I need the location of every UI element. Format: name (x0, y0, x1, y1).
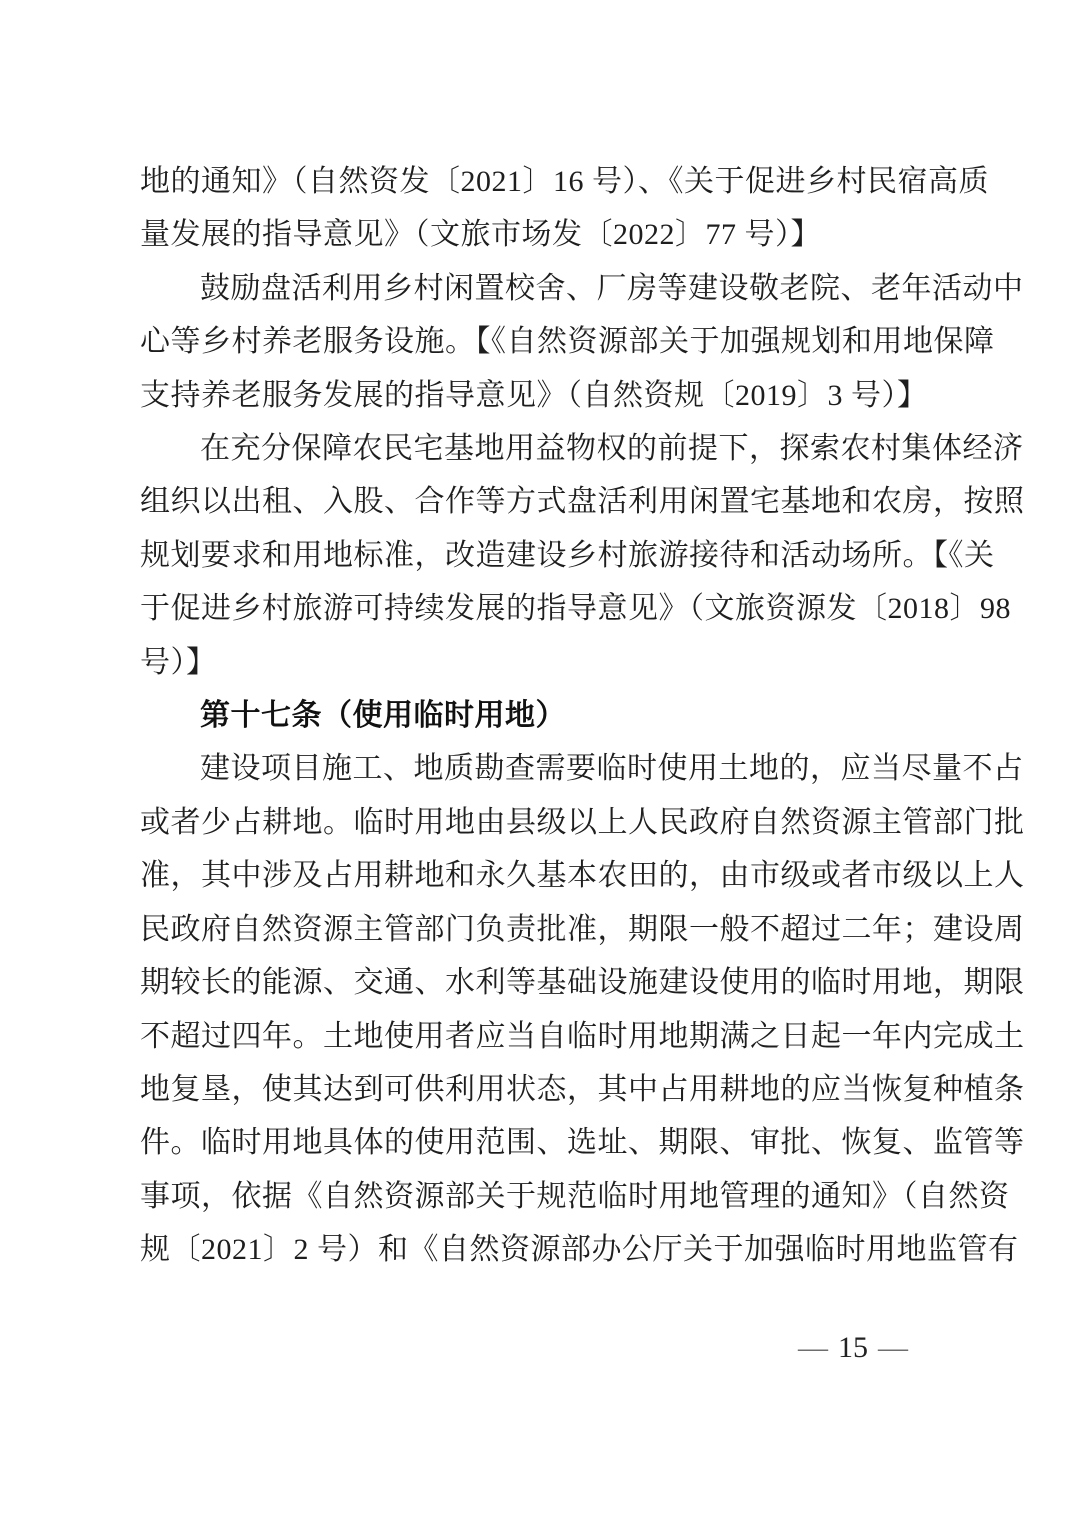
text-line: 支持养老服务发展的指导意见》（自然资规〔2019〕3 号）】 (140, 378, 928, 412)
text-line: 或者少占耕地。临时用地由县级以上人民政府自然资源主管部门批 (140, 805, 1025, 839)
text-line: 鼓励盘活利用乡村闲置校舍、厂房等建设敬老院、老年活动中 (200, 271, 1024, 305)
page-number-value: 15 (838, 1331, 868, 1364)
text-line: 民政府自然资源主管部门负责批准，期限一般不超过二年；建设周 (140, 912, 1025, 946)
page-number-left-dash: — (798, 1331, 828, 1364)
section-heading: 第十七条（使用临时用地） (200, 699, 566, 733)
text-line: 量发展的指导意见》（文旅市场发〔2022〕77 号）】 (140, 218, 821, 252)
text-line: 件。临时用地具体的使用范围、选址、期限、审批、恢复、监管等 (140, 1126, 1025, 1160)
text-line: 规〔2021〕2 号）和《自然资源部办公厅关于加强临时用地监管有 (140, 1233, 1019, 1267)
text-line: 不超过四年。土地使用者应当自临时用地期满之日起一年内完成土 (140, 1019, 1025, 1053)
text-line: 地复垦，使其达到可供利用状态，其中占用耕地的应当恢复种植条 (140, 1072, 1025, 1106)
text-line: 组织以出租、入股、合作等方式盘活利用闲置宅基地和农房，按照 (140, 485, 1025, 519)
text-line: 在充分保障农民宅基地用益物权的前提下，探索农村集体经济 (200, 432, 1024, 466)
text-line: 准，其中涉及占用耕地和永久基本农田的，由市级或者市级以上人 (140, 859, 1025, 893)
text-line: 建设项目施工、地质勘查需要临时使用土地的，应当尽量不占 (200, 752, 1024, 786)
text-line: 于促进乡村旅游可持续发展的指导意见》（文旅资源发〔2018〕98 (140, 592, 1011, 626)
page-number-right-dash: — (878, 1331, 908, 1364)
text-line: 事项，依据《自然资源部关于规范临时用地管理的通知》（自然资 (140, 1179, 1010, 1213)
document-body (140, 155, 1025, 1277)
text-line: 期较长的能源、交通、水利等基础设施建设使用的临时用地，期限 (140, 966, 1025, 1000)
text-line: 地的通知》（自然资发〔2021〕16 号）、《关于促进乡村民宿高质 (140, 165, 989, 198)
text-line: 规划要求和用地标准，改造建设乡村旅游接待和活动场所。【《关 (140, 538, 995, 572)
text-line: 心等乡村养老服务设施。【《自然资源部关于加强规划和用地保障 (140, 325, 995, 359)
text-line: 号）】 (140, 645, 217, 679)
page-number (788, 1331, 918, 1365)
